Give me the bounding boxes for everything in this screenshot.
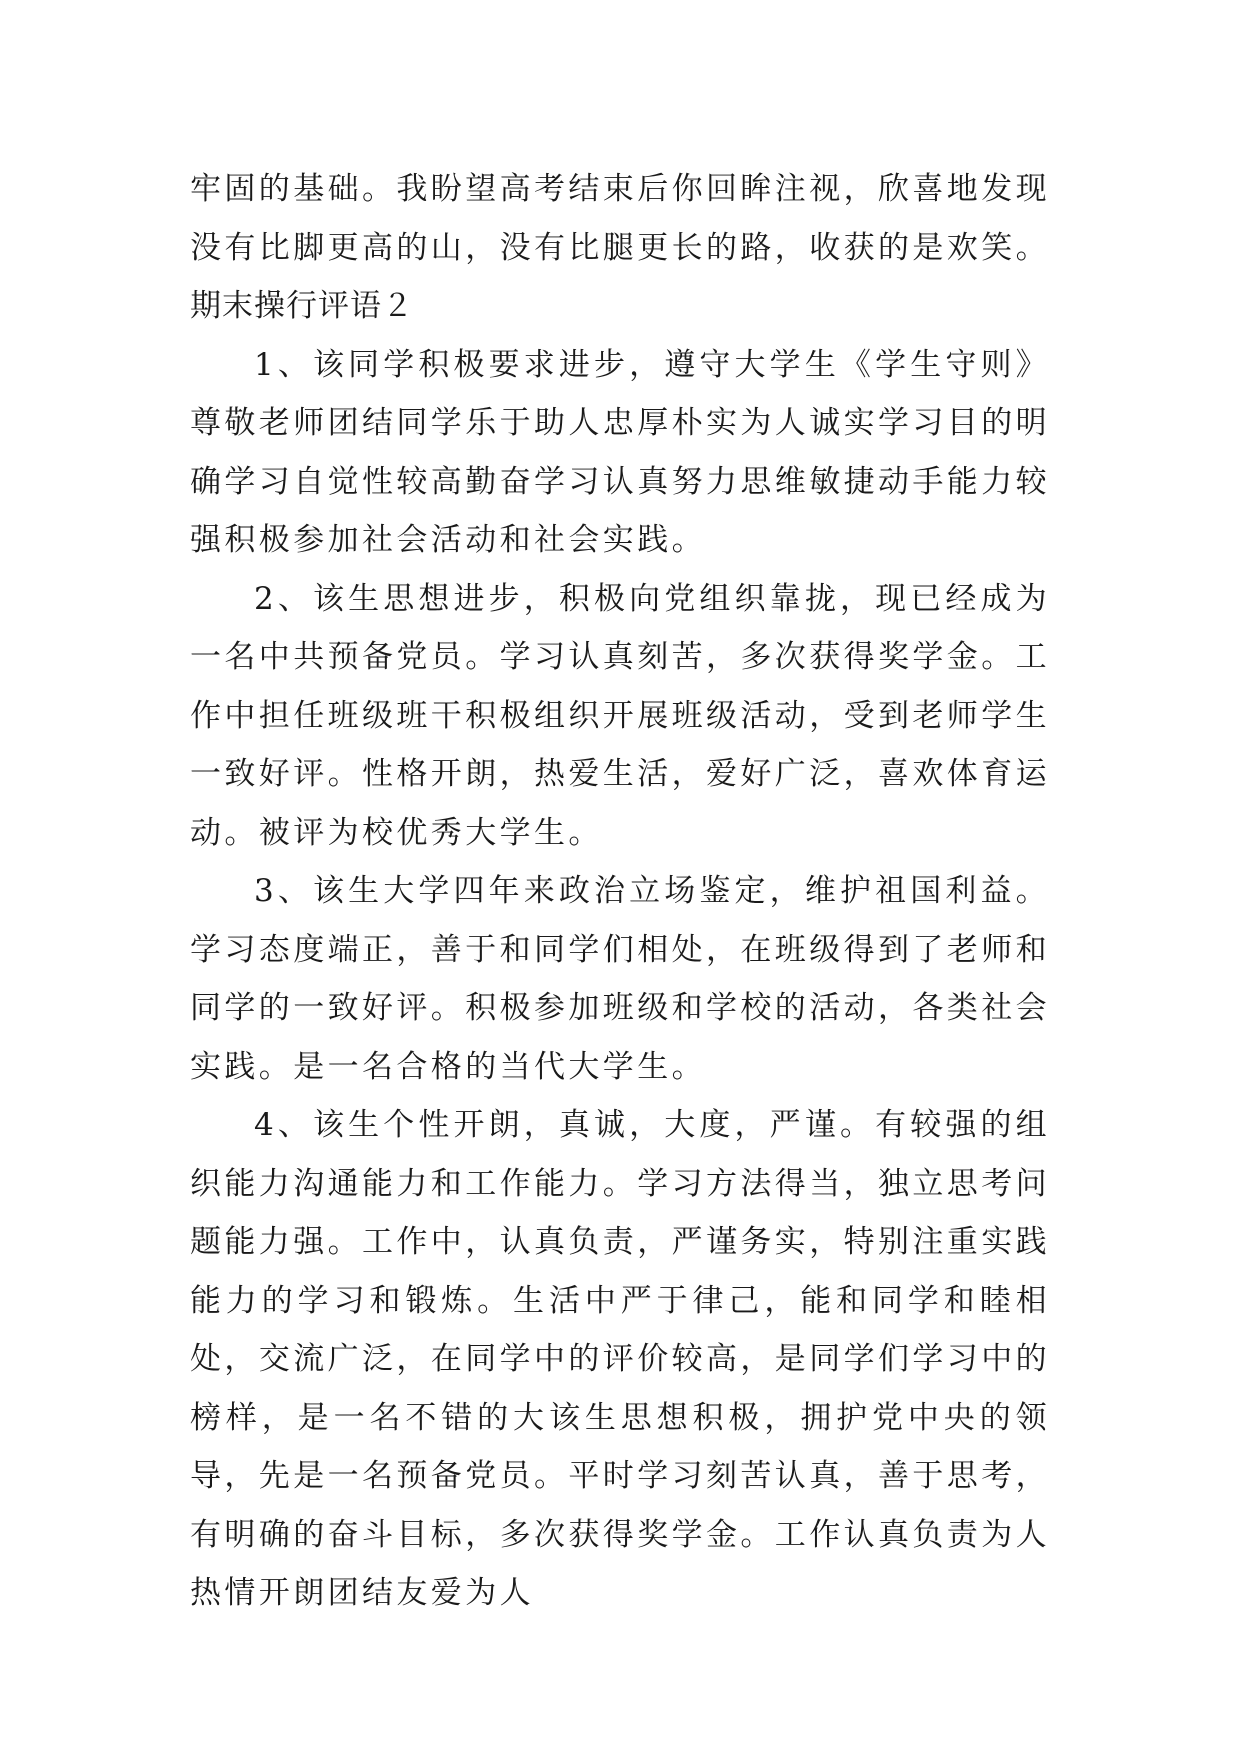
comment-item-1: 1、该同学积极要求进步，遵守大学生《学生守则》尊敬老师团结同学乐于助人忠厚朴实为人诚实学习目的明确学习自觉性较高勤奋学习认真努力思维敏捷动手能力较强积极参加社会活动和社会实践。 xyxy=(190,346,1050,558)
comment-item-3: 3、该生大学四年来政治立场鉴定，维护祖国利益。学习态度端正，善于和同学们相处，在班级得到了老师和同学的一致好评。积极参加班级和学校的活动，各类社会实践。是一名合格的当代大学生。 xyxy=(190,873,1050,1085)
continuation-paragraph: 牢固的基础。我盼望高考结束后你回眸注视，欣喜地发现没有比脚更高的山，没有比腿更长的路，收获的是欢笑。 xyxy=(190,171,1050,266)
section-title: 期末操行评语２ xyxy=(190,288,414,324)
document-body xyxy=(190,160,1050,1623)
comment-item-2: 2、该生思想进步，积极向党组织靠拢，现已经成为一名中共预备党员。学习认真刻苦，多次获得奖学金。工作中担任班级班干积极组织开展班级活动，受到老师学生一致好评。性格开朗，热爱生活，爱好广泛，喜欢体育运动。被评为校优秀大学生。 xyxy=(190,580,1050,851)
comment-item-4: 4、该生个性开朗，真诚，大度，严谨。有较强的组织能力沟通能力和工作能力。学习方法得当，独立思考问题能力强。工作中，认真负责，严谨务实，特别注重实践能力的学习和锻炼。生活中严于律己，能和同学和睦相处，交流广泛，在同学中的评价较高，是同学们学习中的榜样，是一名不错的大该生思想积极，拥护党中央的领导，先是一名预备党员。平时学习刻苦认真，善于思考，有明确的奋斗目标，多次获得奖学金。工作认真负责为人热情开朗团结友爱为人 xyxy=(190,1107,1050,1611)
